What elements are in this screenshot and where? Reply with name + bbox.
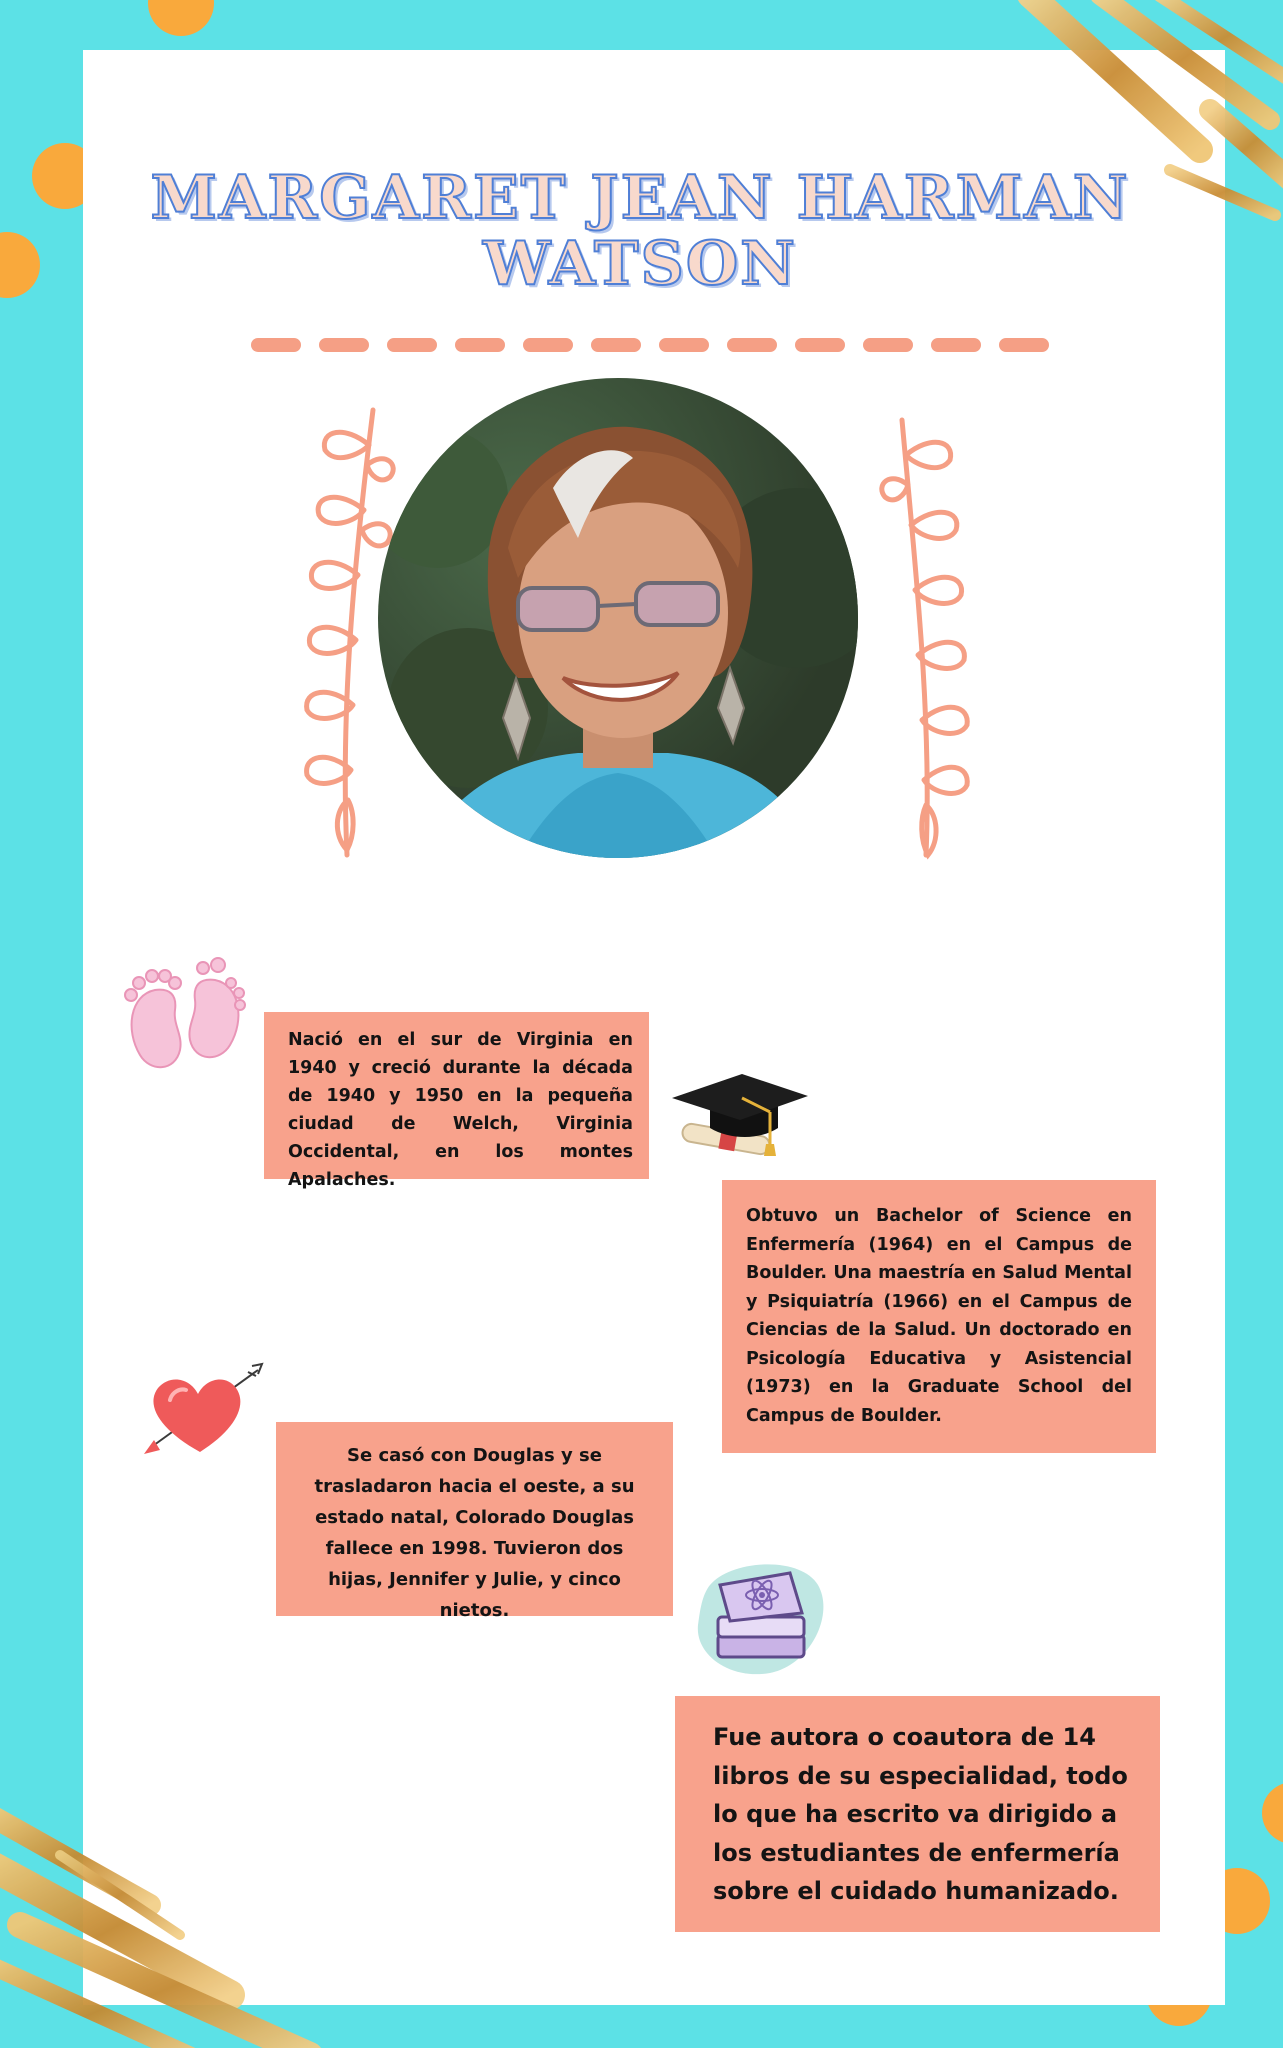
education-info-text: Obtuvo un Bachelor of Science en Enfermería (1964) en el Campus de Boulder. Una maestría en Salud Mental y Psiquiatría (1966) en el Campus de Ciencias de la Salud. Un doctorado en Psicología Educativa y Asistencial (1973) en la Graduate School del Campus de Boulder.: [746, 1206, 1132, 1426]
profile-photo: [378, 378, 858, 858]
portrait-illustration: [378, 378, 858, 858]
education-info-box: [722, 1180, 1156, 1453]
title-line-1: MARGARET JEAN HARMAN: [150, 163, 1130, 233]
marriage-info-text: Se casó con Douglas y se trasladaron hacia el oeste, a su estado natal, Colorado Douglas fallece en 1998. Tuvieron dos hijas, Jennifer y Julie, y cinco nietos.: [314, 1445, 635, 1621]
page-title: [150, 165, 1130, 297]
gold-brush-bottom-left: [0, 1795, 330, 2048]
heart-arrow-icon: [140, 1360, 265, 1460]
science-books-icon: [690, 1555, 830, 1680]
decor-dot: [148, 0, 214, 36]
birth-info-text: Nació en el sur de Virginia en 1940 y creció durante la década de 1940 y 1950 en la pequeña ciudad de Welch, Virginia Occidental, en los montes Apalaches.: [288, 1030, 633, 1190]
decor-dot: [0, 232, 40, 298]
title-line-2: WATSON: [483, 229, 797, 299]
decor-dot: [1262, 1782, 1283, 1844]
fern-branch-right-icon: [870, 415, 990, 865]
books-info-text: Fue autora o coautora de 14 libros de su especialidad, todo lo que ha escrito va dirigido a los estudiantes de enfermería sobre el cuidado humanizado.: [713, 1723, 1128, 1905]
marriage-info-box: [276, 1422, 673, 1621]
graduation-cap-icon: [670, 1068, 810, 1160]
dashed-divider: [250, 330, 1050, 360]
books-info-box: [675, 1696, 1160, 1932]
baby-feet-icon: [115, 950, 255, 1075]
birth-info-box: [264, 1012, 649, 1190]
